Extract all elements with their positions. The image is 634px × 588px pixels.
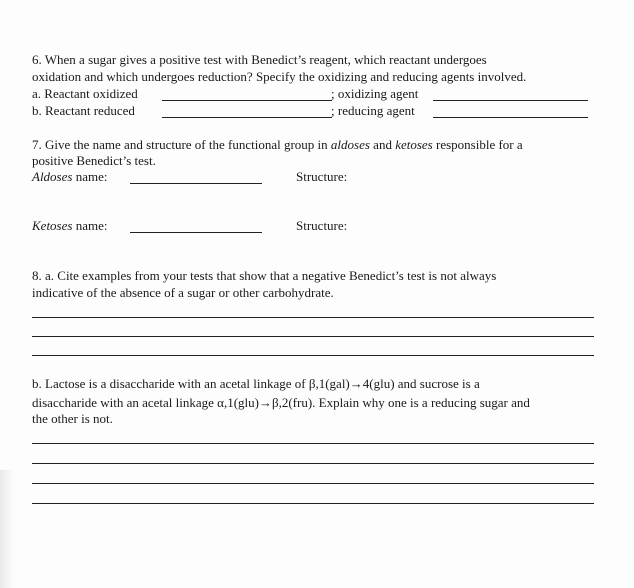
ketoses-name-text: name:: [72, 218, 108, 233]
q8b-answer-line-2[interactable]: [32, 463, 594, 464]
q6-line-1: 6. When a sugar gives a positive test with Benedict’s reagent, which reactant undergoes: [32, 52, 487, 67]
q6a-label: a. Reactant oxidized: [32, 86, 138, 101]
q8b-answer-line-1[interactable]: [32, 443, 594, 444]
q8b-line-1: b. Lactose is a disaccharide with an acetal linkage of β,1(gal)→4(glu) and sucrose is a: [32, 376, 480, 391]
q8a-answer-line-2[interactable]: [32, 336, 594, 337]
q6a-agent-label: ; oxidizing agent: [331, 86, 419, 101]
q8a-answer-line-3[interactable]: [32, 355, 594, 356]
q7-line-1-post: responsible for a: [432, 137, 523, 152]
q7-ketoses-word: ketoses: [395, 137, 433, 152]
q8b-answer-line-4[interactable]: [32, 503, 594, 504]
q6-line-2: oxidation and which undergoes reduction? Specify the oxidizing and reducing agents involved.: [32, 69, 527, 84]
ketoses-label: Ketoses: [32, 218, 73, 233]
q8a-answer-line-1[interactable]: [32, 317, 594, 318]
q7-line-1: [32, 137, 523, 153]
q6b-agent-blank[interactable]: [433, 117, 588, 118]
q7-line-2: positive Benedict’s test.: [32, 153, 156, 168]
q6a-reactant-blank[interactable]: [162, 100, 332, 101]
q8a-line-2: indicative of the absence of a sugar or other carbohydrate.: [32, 285, 334, 300]
q7-aldoses-word: aldoses: [330, 137, 370, 152]
ketoses-structure-label: Structure:: [296, 218, 348, 233]
ketoses-name-label: [32, 218, 107, 234]
q8b-line-3: the other is not.: [32, 411, 113, 426]
q6a-agent-blank[interactable]: [433, 100, 588, 101]
scan-edge-shadow: [0, 470, 14, 588]
q6b-reactant-blank[interactable]: [162, 117, 332, 118]
aldoses-name-text: name:: [72, 169, 108, 184]
q8a-line-1: 8. a. Cite examples from your tests that show that a negative Benedict’s test is not always: [32, 268, 497, 283]
q8b-answer-line-3[interactable]: [32, 483, 594, 484]
q7-and: and: [369, 137, 396, 152]
aldoses-structure-label: Structure:: [296, 169, 348, 184]
q7-line-1-pre: 7. Give the name and structure of the functional group in: [32, 137, 331, 152]
q8b-line-2: disaccharide with an acetal linkage α,1(glu)→β,2(fru). Explain why one is a reducing sugar and: [32, 395, 530, 410]
aldoses-name-blank[interactable]: [130, 183, 262, 184]
aldoses-label: Aldoses: [32, 169, 73, 184]
q6b-agent-label: ; reducing agent: [331, 103, 415, 118]
aldoses-name-label: [32, 169, 107, 185]
q6b-label: b. Reactant reduced: [32, 103, 135, 118]
ketoses-name-blank[interactable]: [130, 232, 262, 233]
